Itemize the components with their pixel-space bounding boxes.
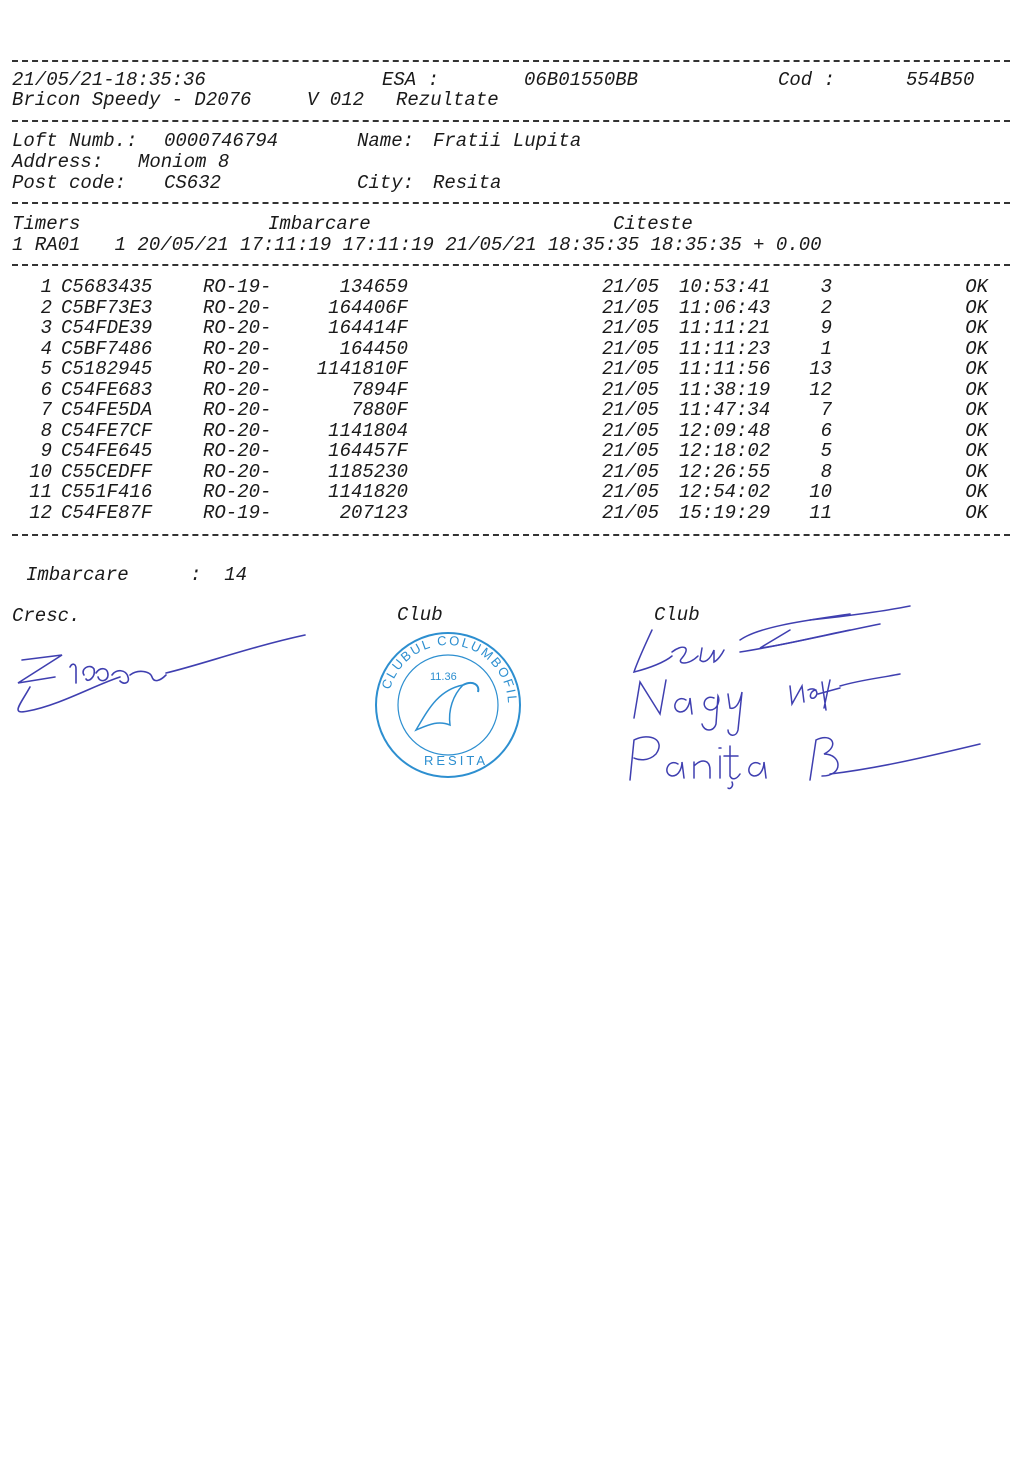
cod-value: 554B50	[906, 69, 975, 91]
status: OK	[965, 440, 988, 462]
arrival-time: 11:11:21	[679, 317, 771, 339]
row-number: 10	[29, 460, 52, 483]
row-number: 5	[40, 358, 52, 380]
ring-number: 164414F	[328, 317, 408, 339]
ring-country: RO-19-	[203, 276, 272, 298]
name-label: Name:	[357, 130, 415, 152]
table-row	[0, 358, 1024, 378]
arrival-date: 21/05	[602, 440, 660, 462]
ring-number: 1141820	[328, 481, 408, 503]
club-stamp	[368, 630, 528, 780]
timer-line: 1 RA01 1 20/05/21 17:11:19 17:11:19 21/05/21 18:35:35 18:35:35 + 0.00	[12, 234, 822, 256]
place: 1	[820, 337, 832, 360]
ring-country: RO-20-	[203, 460, 272, 483]
ring-country: RO-20-	[203, 419, 272, 442]
arrival-time: 12:26:55	[679, 460, 771, 483]
row-number: 4	[40, 337, 52, 360]
stamp-top-text: CLUBUL COLUMBOFIL	[378, 632, 521, 706]
status: OK	[965, 378, 988, 401]
ring-country: RO-20-	[203, 399, 272, 421]
timers-label: Timers	[12, 213, 81, 235]
row-number: 1	[40, 276, 52, 298]
chip-id: C54FE5DA	[61, 399, 153, 421]
ring-country: RO-20-	[203, 296, 272, 319]
ring-number: 164406F	[328, 296, 408, 319]
chip-id: C5BF73E3	[61, 296, 153, 319]
arrival-date: 21/05	[602, 337, 660, 360]
address-value: Moniom 8	[138, 151, 230, 173]
stamp-bottom-text: RESITA	[424, 753, 488, 768]
table-row	[0, 420, 1024, 440]
status: OK	[965, 399, 988, 421]
club-officials-signatures	[610, 590, 1000, 800]
status: OK	[965, 501, 988, 524]
status: OK	[965, 460, 988, 483]
imbarcare-total-value: : 14	[190, 564, 248, 586]
ring-country: RO-20-	[203, 337, 272, 360]
breeder-signature	[0, 625, 320, 725]
arrival-date: 21/05	[602, 481, 660, 503]
status: OK	[965, 317, 988, 339]
city-label: City:	[357, 172, 415, 194]
place: 6	[820, 419, 832, 442]
loft-number-label: Loft Numb.:	[12, 130, 138, 152]
arrival-date: 21/05	[602, 296, 660, 319]
status: OK	[965, 419, 988, 442]
name-value: Fratii Lupita	[433, 130, 582, 152]
place: 7	[820, 399, 832, 421]
status: OK	[965, 337, 988, 360]
table-row	[0, 317, 1024, 337]
dashed-separator	[12, 264, 1010, 266]
ring-number: 1141810F	[316, 358, 408, 380]
imbarcare-header: Imbarcare	[268, 213, 371, 235]
ring-country: RO-20-	[203, 358, 272, 380]
table-row	[0, 276, 1024, 296]
chip-id: C55CEDFF	[61, 460, 153, 483]
ring-number: 134659	[339, 276, 408, 298]
imbarcare-total-label: Imbarcare	[26, 564, 129, 586]
table-row	[0, 481, 1024, 501]
report-type: Rezultate	[396, 89, 499, 111]
ring-country: RO-20-	[203, 440, 272, 462]
arrival-time: 11:11:56	[679, 358, 771, 380]
dashed-separator	[12, 120, 1010, 122]
ring-country: RO-20-	[203, 481, 272, 503]
stamp-code: 11.36	[430, 671, 457, 683]
ring-country: RO-20-	[203, 317, 272, 339]
chip-id: C54FE645	[61, 440, 153, 462]
ring-number: 7894F	[350, 378, 408, 401]
arrival-date: 21/05	[602, 276, 660, 298]
place: 5	[820, 440, 832, 462]
table-row	[0, 502, 1024, 522]
print-datetime: 21/05/21-18:35:36	[12, 69, 206, 91]
row-number: 11	[29, 481, 52, 503]
arrival-time: 11:47:34	[679, 399, 771, 421]
ring-number: 207123	[339, 501, 408, 524]
row-number: 6	[40, 378, 52, 401]
esa-label: ESA :	[382, 69, 440, 91]
arrival-time: 12:54:02	[679, 481, 771, 503]
status: OK	[965, 358, 988, 380]
dashed-separator	[12, 60, 1010, 62]
arrival-time: 15:19:29	[679, 501, 771, 524]
table-row	[0, 297, 1024, 317]
row-number: 12	[29, 501, 52, 524]
place: 10	[809, 481, 832, 503]
arrival-date: 21/05	[602, 419, 660, 442]
status: OK	[965, 481, 988, 503]
table-row	[0, 440, 1024, 460]
row-number: 9	[40, 440, 52, 462]
ring-number: 1185230	[328, 460, 408, 483]
dashed-separator	[12, 534, 1010, 536]
device-name: Bricon Speedy - D2076	[12, 89, 252, 111]
arrival-time: 10:53:41	[679, 276, 771, 298]
table-row	[0, 379, 1024, 399]
place: 3	[820, 276, 832, 298]
status: OK	[965, 296, 988, 319]
arrival-date: 21/05	[602, 501, 660, 524]
postcode-label: Post code:	[12, 172, 127, 194]
place: 12	[809, 378, 832, 401]
arrival-time: 11:06:43	[679, 296, 771, 319]
arrival-time: 12:18:02	[679, 440, 771, 462]
club-label-1: Club	[397, 604, 443, 626]
dashed-separator	[12, 202, 1010, 204]
place: 9	[820, 317, 832, 339]
arrival-date: 21/05	[602, 358, 660, 380]
place: 8	[820, 460, 832, 483]
postcode-value: CS632	[164, 172, 222, 194]
arrival-time: 12:09:48	[679, 419, 771, 442]
status: OK	[965, 276, 988, 298]
ring-country: RO-19-	[203, 501, 272, 524]
chip-id: C5683435	[61, 276, 153, 298]
table-row	[0, 338, 1024, 358]
chip-id: C551F416	[61, 481, 153, 503]
cod-label: Cod :	[778, 69, 836, 91]
arrival-date: 21/05	[602, 399, 660, 421]
citeste-header: Citeste	[613, 213, 693, 235]
device-version: V 012	[307, 89, 365, 111]
chip-id: C5BF7486	[61, 337, 153, 360]
table-row	[0, 461, 1024, 481]
arrival-time: 11:38:19	[679, 378, 771, 401]
place: 11	[809, 501, 832, 524]
row-number: 7	[40, 399, 52, 421]
address-label: Address:	[12, 151, 104, 173]
arrival-time: 11:11:23	[679, 337, 771, 360]
ring-number: 164450	[339, 337, 408, 360]
table-row	[0, 399, 1024, 419]
place: 2	[820, 296, 832, 319]
arrival-date: 21/05	[602, 378, 660, 401]
cresc-label: Cresc.	[12, 605, 81, 627]
ring-country: RO-20-	[203, 378, 272, 401]
chip-id: C54FE7CF	[61, 419, 153, 442]
chip-id: C5182945	[61, 358, 153, 380]
city-value: Resita	[433, 172, 502, 194]
chip-id: C54FE87F	[61, 501, 153, 524]
row-number: 8	[40, 419, 52, 442]
row-number: 3	[40, 317, 52, 339]
ring-number: 164457F	[328, 440, 408, 462]
arrival-date: 21/05	[602, 317, 660, 339]
club-label-2: Club	[654, 604, 700, 626]
ring-number: 7880F	[350, 399, 408, 421]
arrival-date: 21/05	[602, 460, 660, 483]
loft-number-value: 0000746794	[164, 130, 279, 152]
esa-value: 06B01550BB	[524, 69, 639, 91]
place: 13	[809, 358, 832, 380]
row-number: 2	[40, 296, 52, 319]
chip-id: C54FE683	[61, 378, 153, 401]
ring-number: 1141804	[328, 419, 408, 442]
chip-id: C54FDE39	[61, 317, 153, 339]
